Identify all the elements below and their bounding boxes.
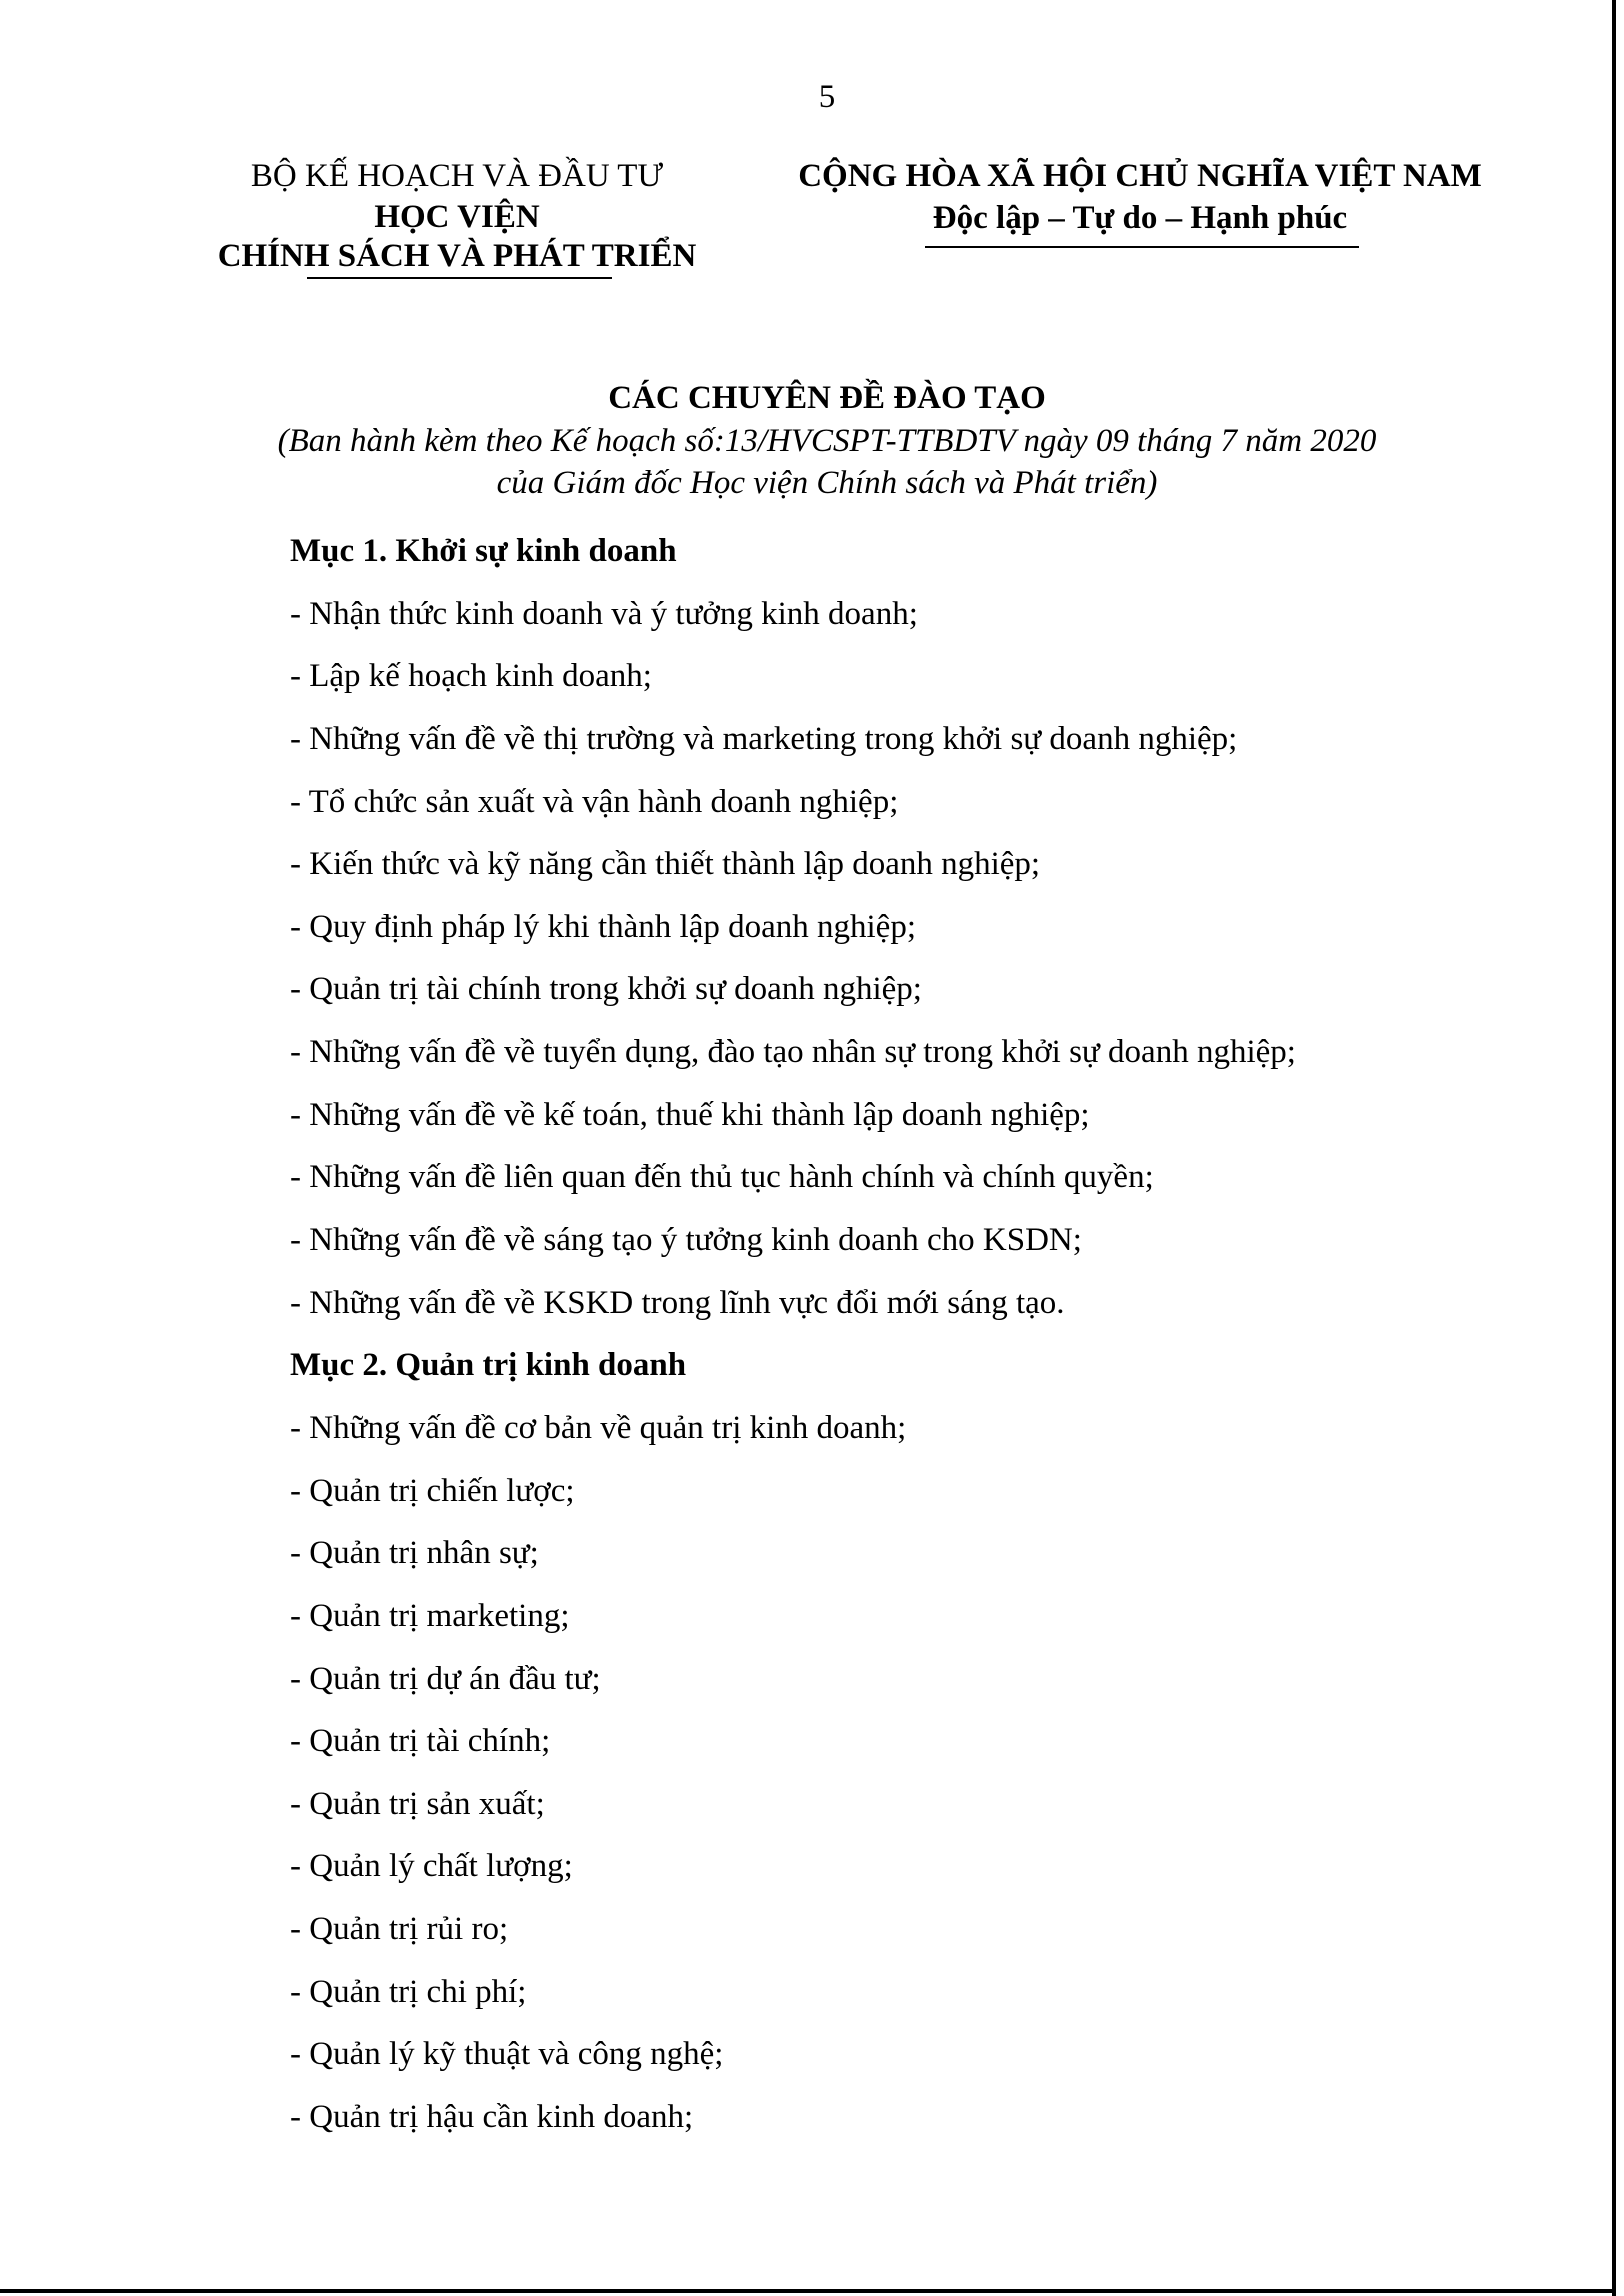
list-item: - Những vấn đề liên quan đến thủ tục hành chính và chính quyền; (290, 1159, 1154, 1196)
right-header-underline (925, 246, 1359, 248)
list-item: - Quản trị rủi ro; (290, 1911, 509, 1948)
list-item: - Lập kế hoạch kinh doanh; (290, 658, 652, 695)
academy-name-line2: CHÍNH SÁCH VÀ PHÁT TRIỂN (217, 238, 697, 274)
list-item: - Những vấn đề về tuyển dụng, đào tạo nhân sự trong khởi sự doanh nghiệp; (290, 1034, 1296, 1071)
national-title: CỘNG HÒA XÃ HỘI CHỦ NGHĨA VIỆT NAM (798, 158, 1482, 194)
list-item: - Quản trị hậu cần kinh doanh; (290, 2099, 694, 2136)
ministry-name: BỘ KẾ HOẠCH VÀ ĐẦU TƯ (250, 158, 664, 194)
list-item: - Quản trị chi phí; (290, 1973, 527, 2010)
list-item: - Những vấn đề về thị trường và marketing trong khởi sự doanh nghiệp; (290, 720, 1238, 757)
list-item: - Những vấn đề về sáng tạo ý tưởng kinh doanh cho KSDN; (290, 1222, 1082, 1259)
national-motto: Độc lập – Tự do – Hạnh phúc (932, 200, 1348, 236)
list-item: - Quản trị nhân sự; (290, 1535, 539, 1572)
list-item: - Quản trị tài chính trong khởi sự doanh nghiệp; (290, 971, 922, 1008)
list-item: - Quản lý kỹ thuật và công nghệ; (290, 2036, 724, 2073)
list-item: - Quản trị dự án đầu tư; (290, 1660, 601, 1697)
document-subtitle-line2: của Giám đốc Học viện Chính sách và Phát triển) (496, 465, 1158, 501)
list-item: - Những vấn đề về KSKD trong lĩnh vực đổi mới sáng tạo. (290, 1284, 1065, 1321)
list-item: - Nhận thức kinh doanh và ý tưởng kinh doanh; (290, 595, 918, 632)
page-number: 5 (818, 79, 836, 115)
page-border-right (1612, 0, 1616, 2296)
list-item: - Quản trị marketing; (290, 1597, 570, 1634)
document-subtitle-line1: (Ban hành kèm theo Kế hoạch số:13/HVCSPT-TTBDTV ngày 09 tháng 7 năm 2020 (277, 423, 1377, 459)
list-item: - Những vấn đề cơ bản về quản trị kinh doanh; (290, 1409, 907, 1446)
list-item: - Kiến thức và kỹ năng cần thiết thành lập doanh nghiệp; (290, 846, 1041, 883)
section-heading: Mục 2. Quản trị kinh doanh (290, 1347, 687, 1384)
list-item: - Tổ chức sản xuất và vận hành doanh nghiệp; (290, 783, 899, 820)
document-title: CÁC CHUYÊN ĐỀ ĐÀO TẠO (608, 380, 1046, 416)
list-item: - Quản trị chiến lược; (290, 1472, 575, 1509)
list-item: - Những vấn đề về kế toán, thuế khi thành lập doanh nghiệp; (290, 1096, 1090, 1133)
page-border-bottom (0, 2289, 1616, 2293)
left-header-underline (307, 277, 612, 279)
list-item: - Quản lý chất lượng; (290, 1848, 573, 1885)
list-item: - Quản trị sản xuất; (290, 1785, 545, 1822)
list-item: - Quy định pháp lý khi thành lập doanh nghiệp; (290, 908, 916, 945)
list-item: - Quản trị tài chính; (290, 1723, 551, 1760)
section-heading: Mục 1. Khởi sự kinh doanh (290, 533, 677, 569)
topic-list (290, 520, 1296, 2149)
academy-name-line1: HỌC VIỆN (374, 199, 540, 235)
